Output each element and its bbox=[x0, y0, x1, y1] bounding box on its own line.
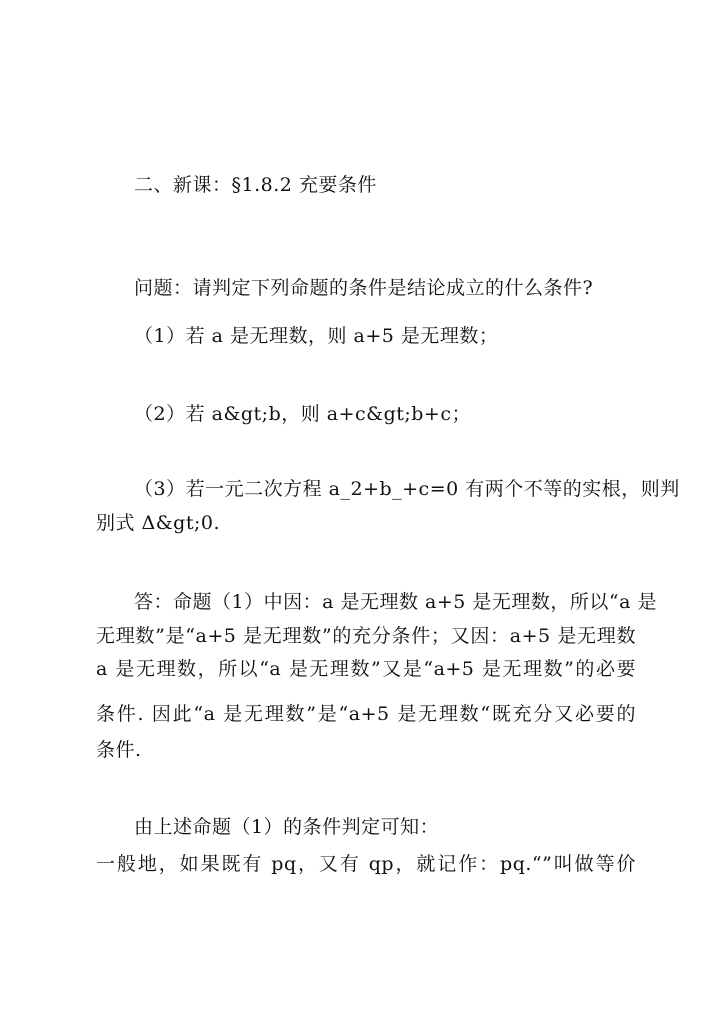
proposition-1: （1）若 a 是无理数，则 a+5 是无理数； bbox=[134, 325, 499, 347]
answer-line-4: 条件. 因此“a 是无理数”是“a+5 是无理数“既充分又必要的 bbox=[96, 703, 636, 725]
answer-line-2: 无理数”是“a+5 是无理数”的充分条件；又因：a+5 是无理数 bbox=[96, 625, 636, 647]
answer-line-1: 答：命题（1）中因：a 是无理数 a+5 是无理数，所以“a 是 bbox=[134, 591, 657, 613]
conclusion-line-1: 由上述命题（1）的条件判定可知： bbox=[134, 816, 440, 838]
conclusion-line-2: 一般地，如果既有 pq，又有 qp，就记作：pq.“”叫做等价 bbox=[96, 853, 636, 875]
proposition-3-line-2: 别式 Δ&gt;0. bbox=[96, 512, 221, 534]
answer-line-5: 条件. bbox=[96, 739, 142, 761]
proposition-3-line-1: （3）若一元二次方程 a_2+b_+c=0 有两个不等的实根，则判 bbox=[134, 478, 680, 500]
answer-line-3: a 是无理数，所以“a 是无理数”又是“a+5 是无理数”的必要 bbox=[96, 658, 636, 680]
proposition-2: （2）若 a&gt;b，则 a+c&gt;b+c； bbox=[134, 403, 471, 425]
question-text: 问题：请判定下列命题的条件是结论成立的什么条件? bbox=[134, 277, 594, 299]
section-heading: 二、新课：§1.8.2 充要条件 bbox=[134, 174, 377, 196]
